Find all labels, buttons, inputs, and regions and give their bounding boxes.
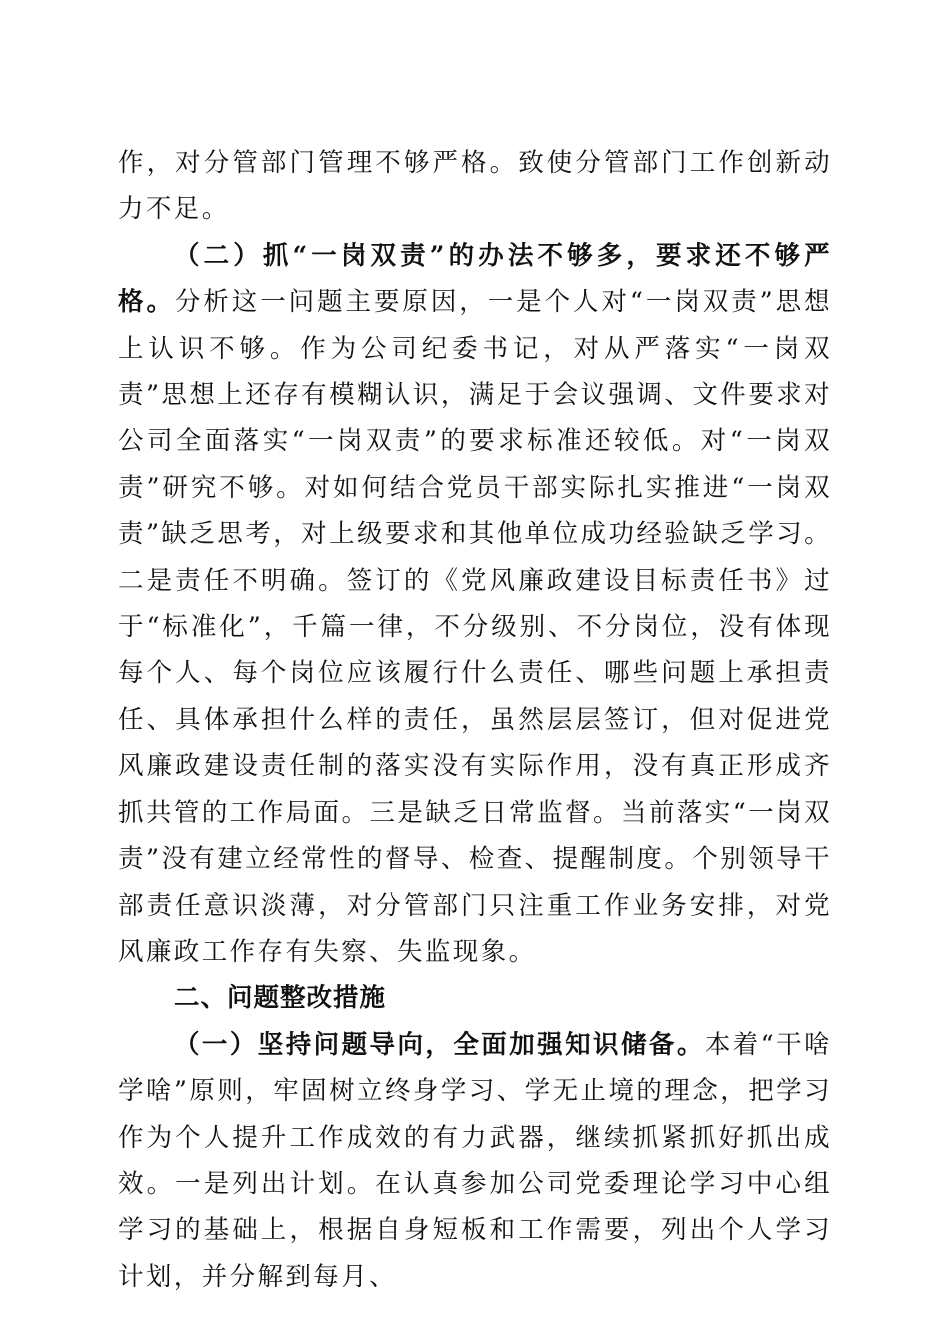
document-body	[118, 140, 832, 1300]
subheading-measure-1: （一）坚持问题导向，全面加强知识储备。	[174, 1029, 705, 1060]
section-heading-2: 二、问题整改措施	[174, 983, 387, 1014]
paragraph-measure-1-body: 本着“干啥学啥”原则，牢固树立终身学习、学无止境的理念，把学习作为个人提升工作成效的有力武器，继续抓紧抓好抓出成效。一是列出计划。在认真参加公司党委理论学习中心组学习的基础上，根据自身短板和工作需要，列出个人学习计划，并分解到每月、	[118, 1029, 832, 1292]
subheading-item-2: （二）抓“一岗双责”的办法不够多，要求还不够严格。	[118, 240, 832, 318]
paragraph-item-2	[118, 233, 832, 976]
paragraph-measure-1	[118, 1022, 832, 1300]
paragraph-continuation: 作，对分管部门管理不够严格。致使分管部门工作创新动力不足。	[118, 148, 832, 225]
paragraph-item-2-body: 分析这一问题主要原因，一是个人对“一岗双责”思想上认识不够。作为公司纪委书记，对从严落实“一岗双责”思想上还存有模糊认识，满足于会议强调、文件要求对公司全面落实“一岗双责”的要求标准还较低。对“一岗双责”研究不够。对如何结合党员干部实际扎实推进“一岗双责”缺乏思考，对上级要求和其他单位成功经验缺乏学习。二是责任不明确。签订的《党风廉政建设目标责任书》过于“标准化”，千篇一律，不分级别、不分岗位，没有体现每个人、每个岗位应该履行什么责任、哪些问题上承担责任、具体承担什么样的责任，虽然层层签订，但对促进党风廉政建设责任制的落实没有实际作用，没有真正形成齐抓共管的工作局面。三是缺乏日常监督。当前落实“一岗双责”没有建立经常性的督导、检查、提醒制度。个别领导干部责任意识淡薄，对分管部门只注重工作业务安排，对党风廉政工作存有失察、失监现象。	[118, 287, 832, 967]
